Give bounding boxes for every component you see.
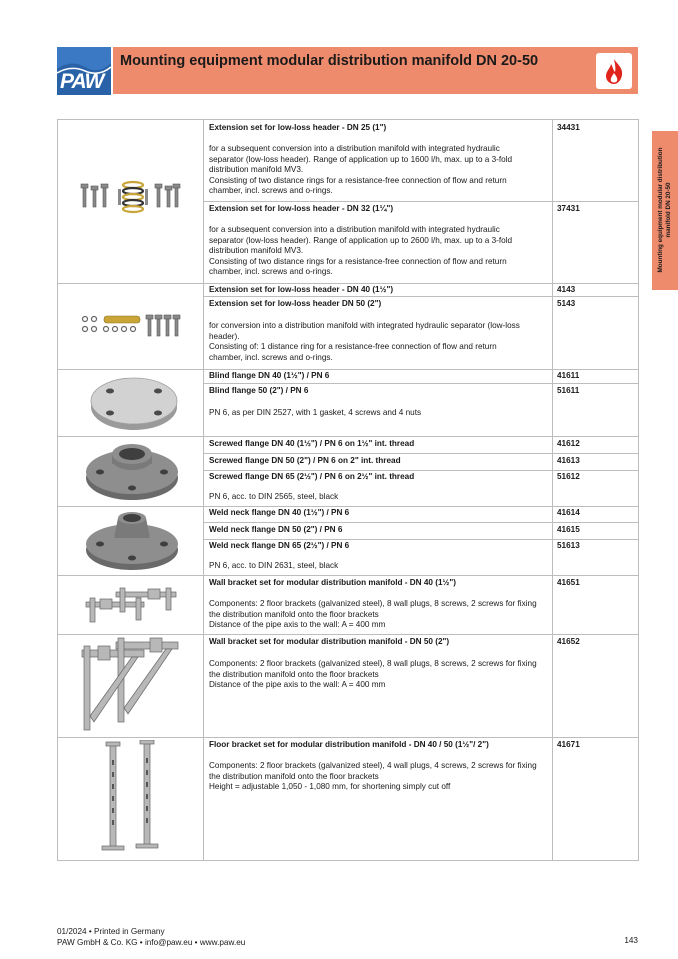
product-name: Blind flange DN 40 (1½") / PN 6 xyxy=(209,371,330,380)
row-divider xyxy=(203,201,638,202)
product-name: Weld neck flange DN 40 (1½") / PN 6 xyxy=(209,508,350,517)
product-name: Extension set for low-loss header - DN 40 (1½") xyxy=(209,285,394,294)
paw-logo xyxy=(57,47,111,95)
product-name: Extension set for low-loss header DN 50 (2") xyxy=(209,299,382,308)
article-number: 34431 xyxy=(557,123,580,132)
side-tab-text: Mounting equipment modular distribution manifold DN 20-50 xyxy=(657,147,672,273)
footer xyxy=(57,926,245,948)
wall-bracket-dn50-image xyxy=(78,636,182,732)
article-number: 41671 xyxy=(557,740,580,749)
product-name: Blind flange 50 (2") / PN 6 xyxy=(209,386,309,395)
product-name: Extension set for low-loss header - DN 25 (1") xyxy=(209,123,387,132)
flame-icon xyxy=(596,53,632,89)
product-description: for a subsequent conversion into a distribution manifold with integrated hydraulic separator (low-loss header). Range of application up to 2600 l/h, max. up to a 3-fold distribution manifold MV3. Consisting of two distance rings for a resistance-free connection of flow and return chamber, incl. screws and o-rings. xyxy=(209,225,513,277)
group-divider xyxy=(58,283,638,284)
product-name: Weld neck flange DN 50 (2") / PN 6 xyxy=(209,525,343,534)
product-name: Extension set for low-loss header - DN 32 (1¼") xyxy=(209,204,394,213)
wall-bracket-dn40-image xyxy=(82,582,182,626)
product-description: Components: 2 floor brackets (galvanized steel), 4 wall plugs, 4 screws, 2 screws for fixing the distribution manifold onto the floor brackets Height = adjustable 1,050 - 1,080 mm, for shortening simply cut off xyxy=(209,761,537,792)
row-divider xyxy=(203,453,638,454)
floor-bracket-image xyxy=(98,740,166,858)
article-number: 51612 xyxy=(557,472,580,481)
logo-text: PAW xyxy=(60,70,104,93)
article-number: 51611 xyxy=(557,386,580,395)
article-number: 41614 xyxy=(557,508,580,517)
group-divider xyxy=(58,575,638,576)
title-bar xyxy=(113,47,638,94)
page-title: Mounting equipment modular distribution manifold DN 20-50 xyxy=(120,53,539,69)
product-description: for conversion into a distribution manifold with integrated hydraulic separator (low-loss header). Consisting of: 1 distance ring for a resistance-free connection of flow and return chamber, incl. screws and o-rings. xyxy=(209,321,520,362)
group-divider xyxy=(58,506,638,507)
row-divider xyxy=(203,296,638,297)
product-name: Screwed flange DN 40 (1½") / PN 6 on 1½" int. thread xyxy=(209,439,415,448)
row-divider xyxy=(203,470,638,471)
row-divider xyxy=(203,539,638,540)
product-table xyxy=(57,119,639,861)
article-number: 41613 xyxy=(557,456,580,465)
article-number: 37431 xyxy=(557,204,580,213)
group-divider xyxy=(58,369,638,370)
article-number: 51613 xyxy=(557,541,580,550)
article-number: 4143 xyxy=(557,285,576,294)
group-divider xyxy=(58,737,638,738)
group-divider xyxy=(58,436,638,437)
product-description: PN 6, acc. to DIN 2631, steel, black xyxy=(209,561,339,570)
row-divider xyxy=(203,522,638,523)
side-chapter-tab xyxy=(652,131,678,290)
row-divider xyxy=(203,383,638,384)
screwed-flange-image xyxy=(84,438,180,502)
product-name: Screwed flange DN 50 (2") / PN 6 on 2" int. thread xyxy=(209,456,401,465)
footer-print-info: 01/2024 • Printed in Germany xyxy=(57,927,165,936)
product-description: PN 6, acc. to DIN 2565, steel, black xyxy=(209,492,339,501)
article-number: 41611 xyxy=(557,371,580,380)
footer-contact: PAW GmbH & Co. KG • info@paw.eu • www.paw.eu xyxy=(57,938,246,947)
article-number: 41615 xyxy=(557,525,580,534)
page-number: 143 xyxy=(624,936,638,945)
product-name: Wall bracket set for modular distribution manifold - DN 50 (2") xyxy=(209,637,450,646)
blind-flange-image xyxy=(88,373,180,433)
column-divider xyxy=(552,120,553,860)
article-number: 5143 xyxy=(557,299,576,308)
product-description: Components: 2 floor brackets (galvanized steel), 8 wall plugs, 8 screws, 2 screws for fixing the distribution manifold onto the floor brackets Distance of the pipe axis to the wall: A = 400 mm xyxy=(209,659,537,690)
product-name: Weld neck flange DN 65 (2½") / PN 6 xyxy=(209,541,350,550)
product-name: Wall bracket set for modular distribution manifold - DN 40 (1½") xyxy=(209,578,456,587)
article-number: 41651 xyxy=(557,578,580,587)
column-divider xyxy=(203,120,204,860)
extension-set-dn50-image xyxy=(80,310,182,338)
product-name: Floor bracket set for modular distribution manifold - DN 40 / 50 (1½"/ 2") xyxy=(209,740,489,749)
article-number: 41612 xyxy=(557,439,580,448)
product-description: for a subsequent conversion into a distribution manifold with integrated hydraulic separator (low-loss header). Range of application up to 1600 l/h, max. up to a 3-fold distribution manifold MV3. Consisting of two distance rings for a resistance-free connection of flow and return chamber, incl. screws and o-rings. xyxy=(209,144,513,196)
product-description: Components: 2 floor brackets (galvanized steel), 8 wall plugs, 8 screws, 2 screws for fixing the distribution manifold onto the floor brackets Distance of the pipe axis to the wall: A = 400 mm xyxy=(209,599,537,630)
weld-neck-flange-image xyxy=(84,508,180,572)
extension-set-image xyxy=(78,175,182,220)
product-description: PN 6, as per DIN 2527, with 1 gasket, 4 screws and 4 nuts xyxy=(209,408,422,417)
group-divider xyxy=(58,634,638,635)
article-number: 41652 xyxy=(557,637,580,646)
product-name: Screwed flange DN 65 (2½") / PN 6 on 2½" int. thread xyxy=(209,472,415,481)
